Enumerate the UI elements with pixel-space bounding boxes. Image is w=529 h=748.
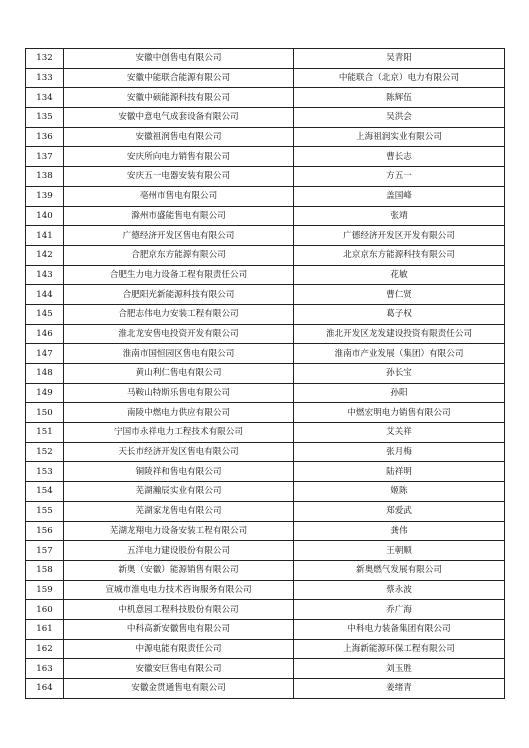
row-number-cell: 160	[26, 600, 64, 620]
company-name-cell: 黄山利仁售电有限公司	[64, 364, 294, 384]
row-number-cell: 151	[26, 423, 64, 443]
row-number-cell: 142	[26, 245, 64, 265]
row-number-cell: 162	[26, 639, 64, 659]
company-name-cell: 五洋电力建设股份有限公司	[64, 541, 294, 561]
owner-name-cell: 龚伟	[294, 521, 505, 541]
company-name-cell: 安徽祖润售电有限公司	[64, 127, 294, 147]
table-row	[26, 108, 505, 128]
row-number-cell: 157	[26, 541, 64, 561]
row-number-cell: 135	[26, 108, 64, 128]
owner-name-cell: 淮南市产业发展（集团）有限公司	[294, 344, 505, 364]
owner-name-cell: 刘玉胜	[294, 659, 505, 679]
company-name-cell: 中源电能有限责任公司	[64, 639, 294, 659]
table-row	[26, 482, 505, 502]
row-number-cell: 143	[26, 265, 64, 285]
row-number-cell: 145	[26, 304, 64, 324]
owner-name-cell: 曹长志	[294, 147, 505, 167]
row-number-cell: 150	[26, 403, 64, 423]
company-name-cell: 芜湖龙翔电力设备安装工程有限公司	[64, 521, 294, 541]
table-row	[26, 364, 505, 384]
table-row	[26, 88, 505, 108]
row-number-cell: 155	[26, 501, 64, 521]
company-name-cell: 安徽中能联合能源有限公司	[64, 68, 294, 88]
owner-name-cell: 吴洪会	[294, 108, 505, 128]
owner-name-cell: 张靖	[294, 206, 505, 226]
owner-name-cell: 孙阳	[294, 383, 505, 403]
table-row	[26, 49, 505, 69]
owner-name-cell: 王朝顺	[294, 541, 505, 561]
table-row	[26, 521, 505, 541]
table-row	[26, 245, 505, 265]
row-number-cell: 146	[26, 324, 64, 344]
owner-name-cell: 中科电力装备集团有限公司	[294, 619, 505, 639]
row-number-cell: 164	[26, 679, 64, 699]
row-number-cell: 154	[26, 482, 64, 502]
company-name-cell: 安徽金贯通售电有限公司	[64, 679, 294, 699]
table-row	[26, 324, 505, 344]
table-row	[26, 206, 505, 226]
company-name-cell: 合肥志伟电力安装工程有限公司	[64, 304, 294, 324]
table-row	[26, 679, 505, 699]
row-number-cell: 148	[26, 364, 64, 384]
table-row	[26, 659, 505, 679]
owner-name-cell: 蔡永波	[294, 580, 505, 600]
row-number-cell: 153	[26, 462, 64, 482]
company-name-cell: 中科高新安徽售电有限公司	[64, 619, 294, 639]
row-number-cell: 156	[26, 521, 64, 541]
owner-name-cell: 姜绪青	[294, 679, 505, 699]
company-name-cell: 合肥京东方能源有限公司	[64, 245, 294, 265]
company-name-cell: 滁州市盛能售电有限公司	[64, 206, 294, 226]
owner-name-cell: 中能联合（北京）电力有限公司	[294, 68, 505, 88]
owner-name-cell: 姬陈	[294, 482, 505, 502]
owner-name-cell: 乔广海	[294, 600, 505, 620]
table-row	[26, 344, 505, 364]
table-row	[26, 580, 505, 600]
table-row	[26, 226, 505, 246]
table-row	[26, 560, 505, 580]
table-row	[26, 285, 505, 305]
owner-name-cell: 曹仁贤	[294, 285, 505, 305]
company-name-cell: 天长市经济开发区售电有限公司	[64, 442, 294, 462]
owner-name-cell: 张月梅	[294, 442, 505, 462]
owner-name-cell: 吴青阳	[294, 49, 505, 69]
row-number-cell: 161	[26, 619, 64, 639]
row-number-cell: 158	[26, 560, 64, 580]
company-name-cell: 安徽中创售电有限公司	[64, 49, 294, 69]
row-number-cell: 147	[26, 344, 64, 364]
owner-name-cell: 淮北开发区龙发建设投资有限责任公司	[294, 324, 505, 344]
owner-name-cell: 中燃宏明电力销售有限公司	[294, 403, 505, 423]
table-row	[26, 383, 505, 403]
row-number-cell: 132	[26, 49, 64, 69]
company-name-cell: 广德经济开发区售电有限公司	[64, 226, 294, 246]
row-number-cell: 138	[26, 167, 64, 187]
owner-name-cell: 北京京东方能源科技有限公司	[294, 245, 505, 265]
company-name-cell: 芜湖瀚辰实业有限公司	[64, 482, 294, 502]
row-number-cell: 141	[26, 226, 64, 246]
table-row	[26, 304, 505, 324]
table-row	[26, 442, 505, 462]
table-row	[26, 265, 505, 285]
table-row	[26, 403, 505, 423]
company-name-cell: 亳州市售电有限公司	[64, 186, 294, 206]
owner-name-cell: 上海新能源环保工程有限公司	[294, 639, 505, 659]
company-name-cell: 铜陵祥和售电有限公司	[64, 462, 294, 482]
table-row	[26, 462, 505, 482]
row-number-cell: 144	[26, 285, 64, 305]
table-body	[26, 49, 505, 699]
company-name-cell: 安徽中意电气成套设备有限公司	[64, 108, 294, 128]
company-name-cell: 宁国市永祥电力工程技术有限公司	[64, 423, 294, 443]
company-name-cell: 安徽安巨售电有限公司	[64, 659, 294, 679]
owner-name-cell: 孙长宝	[294, 364, 505, 384]
owner-name-cell: 新奥燃气发展有限公司	[294, 560, 505, 580]
company-name-cell: 马鞍山特斯乐售电有限公司	[64, 383, 294, 403]
company-name-cell: 安庆五一电器安装有限公司	[64, 167, 294, 187]
company-name-cell: 芜湖家龙售电有限公司	[64, 501, 294, 521]
row-number-cell: 140	[26, 206, 64, 226]
company-name-cell: 安徽中硕能源科技有限公司	[64, 88, 294, 108]
company-name-cell: 南陵中燃电力供应有限公司	[64, 403, 294, 423]
row-number-cell: 163	[26, 659, 64, 679]
owner-name-cell: 花敏	[294, 265, 505, 285]
owner-name-cell: 上海祖润实业有限公司	[294, 127, 505, 147]
row-number-cell: 149	[26, 383, 64, 403]
table-row	[26, 541, 505, 561]
owner-name-cell: 方五一	[294, 167, 505, 187]
row-number-cell: 139	[26, 186, 64, 206]
owner-name-cell: 广德经济开发区开发有限公司	[294, 226, 505, 246]
table-row	[26, 423, 505, 443]
owner-name-cell: 陆祥明	[294, 462, 505, 482]
table-row	[26, 186, 505, 206]
company-name-cell: 宣城市淮电电力技术咨询服务有限公司	[64, 580, 294, 600]
table-row	[26, 639, 505, 659]
company-name-cell: 淮南市国恒园区售电有限公司	[64, 344, 294, 364]
row-number-cell: 133	[26, 68, 64, 88]
table-row	[26, 147, 505, 167]
table-row	[26, 127, 505, 147]
table-row	[26, 619, 505, 639]
table-row	[26, 501, 505, 521]
company-name-cell: 新奥（安徽）能源销售有限公司	[64, 560, 294, 580]
company-name-cell: 合肥生力电力设备工程有限责任公司	[64, 265, 294, 285]
row-number-cell: 159	[26, 580, 64, 600]
document-page	[25, 48, 504, 699]
owner-name-cell: 郑爱武	[294, 501, 505, 521]
table-row	[26, 68, 505, 88]
owner-name-cell: 葛子权	[294, 304, 505, 324]
company-table	[25, 48, 505, 699]
company-name-cell: 合肥阳光新能源科技有限公司	[64, 285, 294, 305]
table-row	[26, 600, 505, 620]
owner-name-cell: 盖国峰	[294, 186, 505, 206]
owner-name-cell: 艾关祥	[294, 423, 505, 443]
row-number-cell: 136	[26, 127, 64, 147]
company-name-cell: 安庆所向电力销售有限公司	[64, 147, 294, 167]
table-row	[26, 167, 505, 187]
company-name-cell: 淮北龙安售电投资开发有限公司	[64, 324, 294, 344]
owner-name-cell: 陈辉伍	[294, 88, 505, 108]
company-name-cell: 中机意园工程科技股份有限公司	[64, 600, 294, 620]
row-number-cell: 137	[26, 147, 64, 167]
row-number-cell: 152	[26, 442, 64, 462]
row-number-cell: 134	[26, 88, 64, 108]
